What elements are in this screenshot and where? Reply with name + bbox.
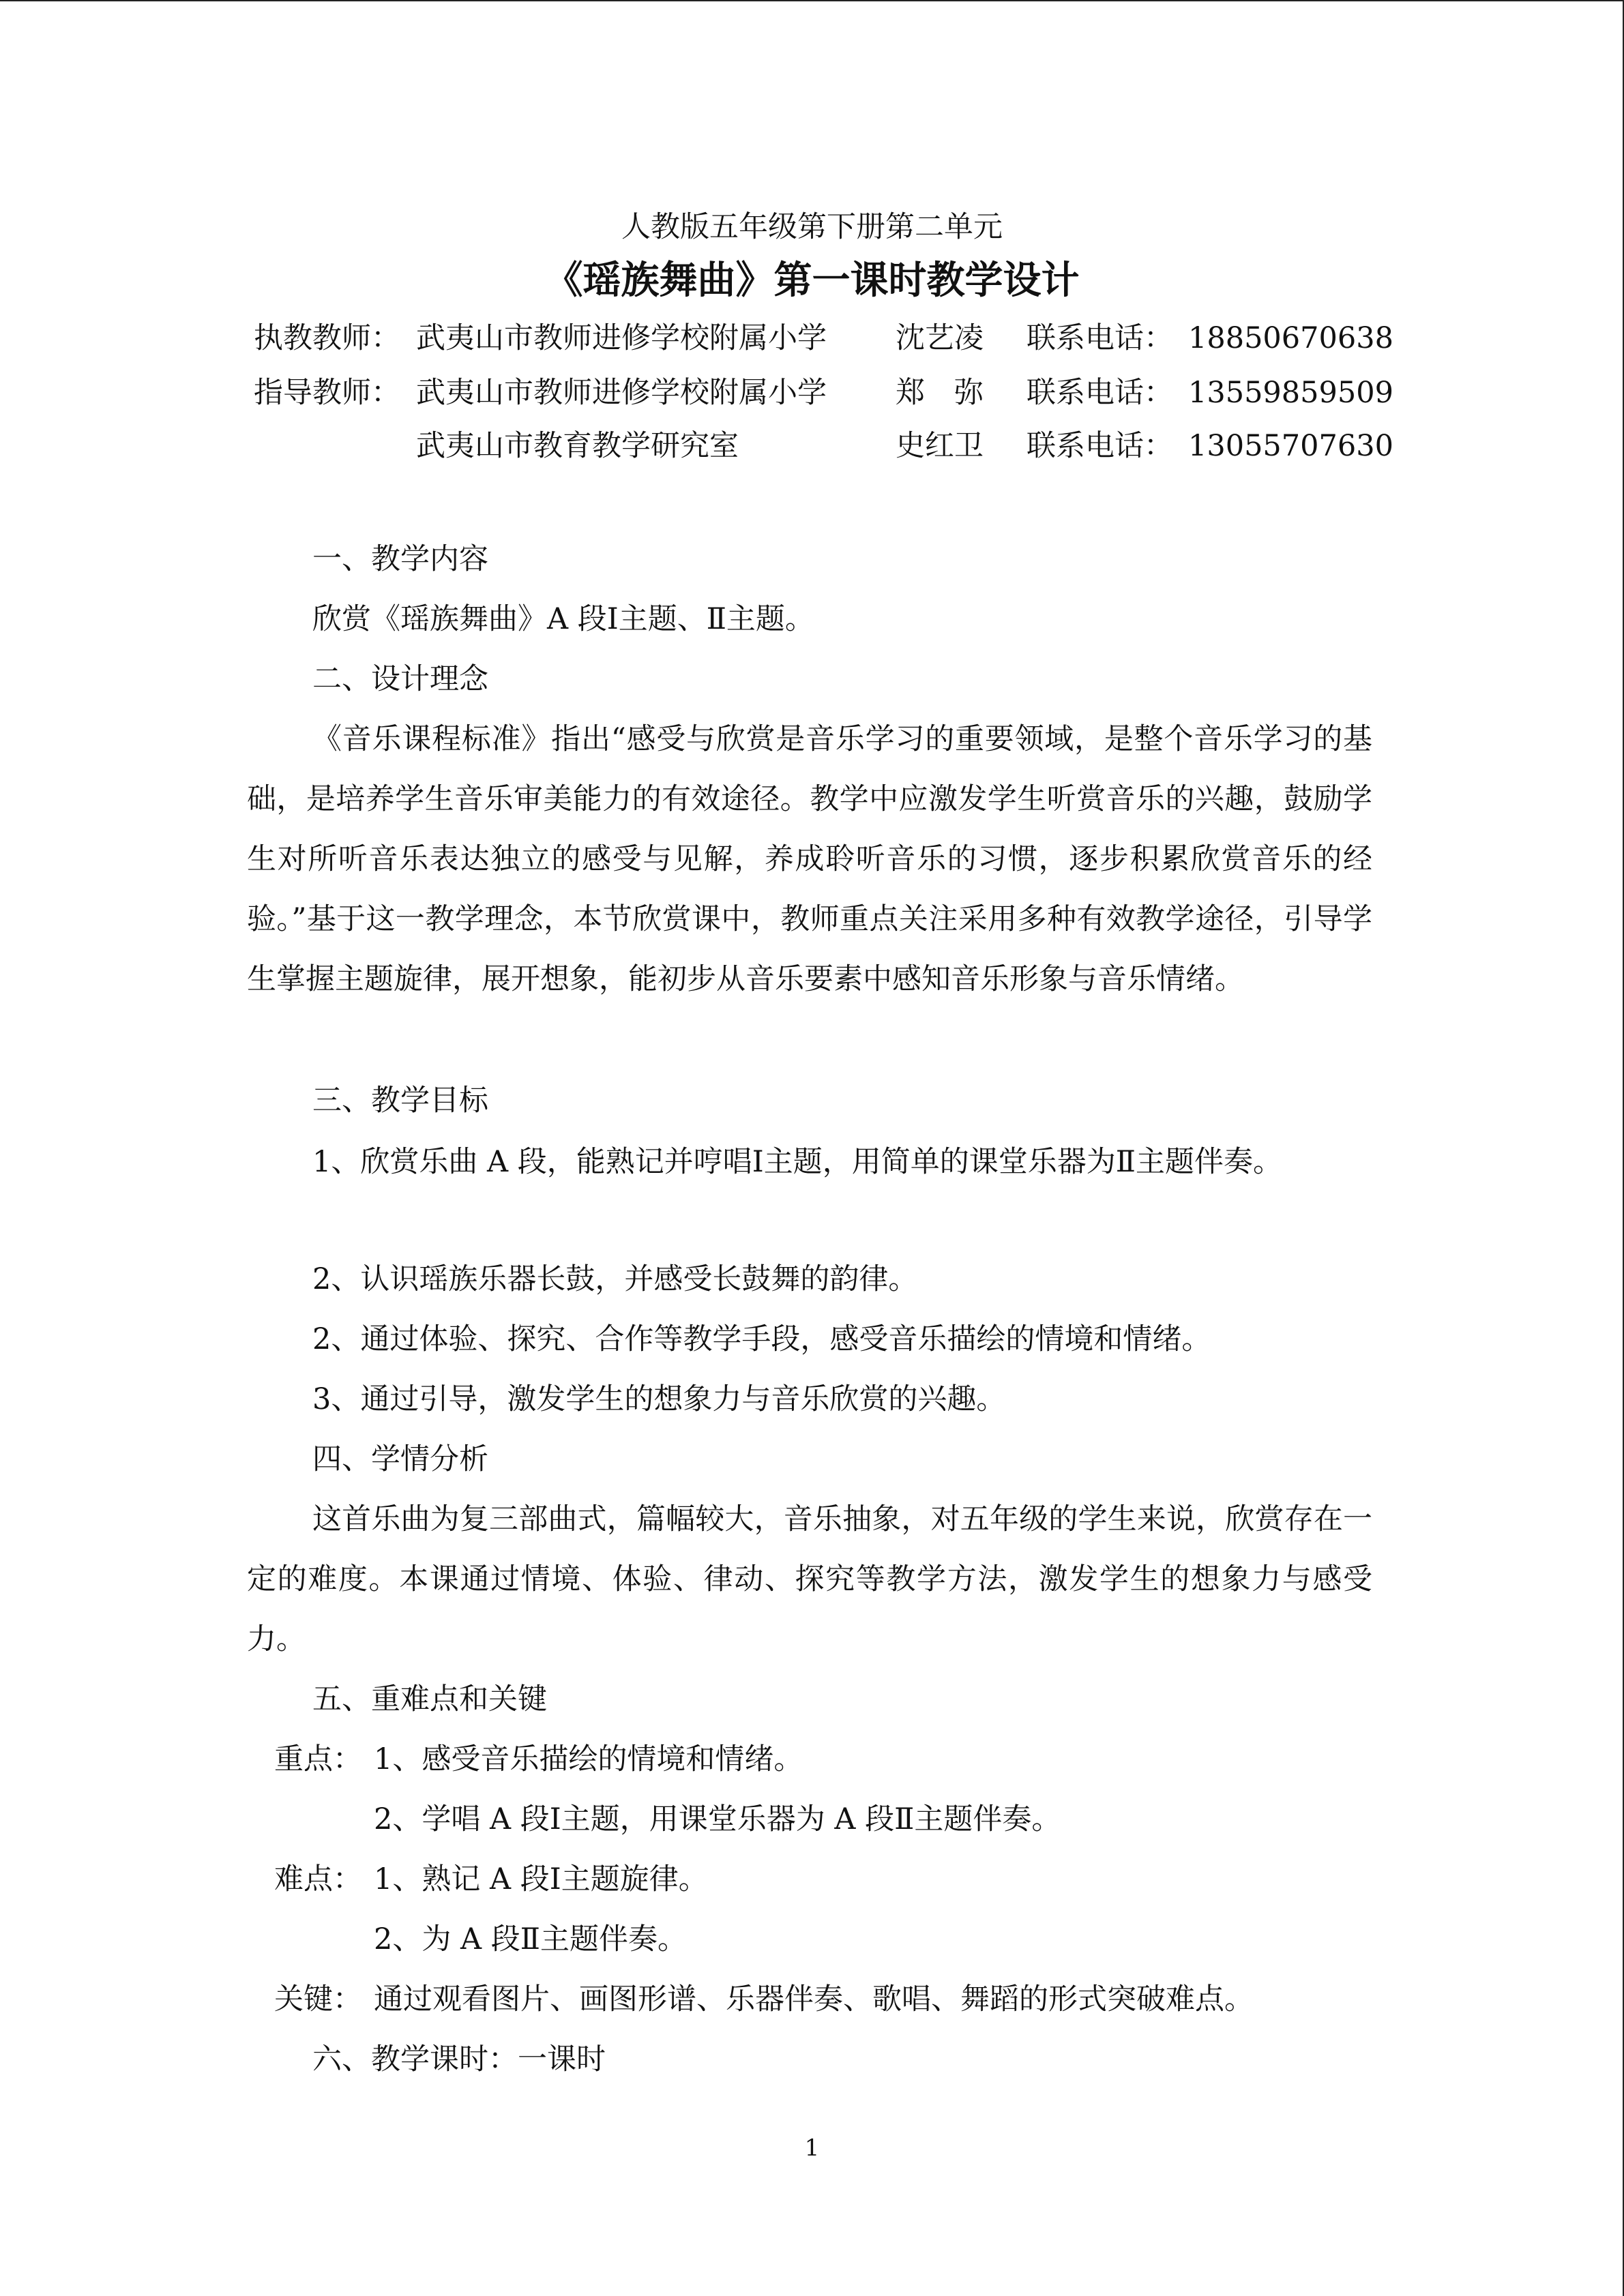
staff-name: 史红卫 xyxy=(896,429,984,463)
section-heading-keypoints: 五、重难点和关键 xyxy=(312,1682,547,1716)
staff-name: 郑 弥 xyxy=(896,376,984,410)
staff-phone-label: 联系电话： xyxy=(1027,321,1173,355)
goal-item-2: 2、认识瑶族乐器长鼓，并感受长鼓舞的韵律。 xyxy=(312,1262,918,1296)
difficulty-2: 2、为 A 段Ⅱ主题伴奏。 xyxy=(374,1922,687,1956)
key-text: 通过观看图片、画图形谱、乐器伴奏、歌唱、舞蹈的形式突破难点。 xyxy=(374,1982,1254,2016)
staff-phone: 18850670638 xyxy=(1188,321,1393,355)
goal-item-1: 1、欣赏乐曲 A 段，能熟记并哼唱Ⅰ主题，用简单的课堂乐器为Ⅱ主题伴奏。 xyxy=(312,1145,1282,1179)
section-text-content: 欣赏《瑶族舞曲》A 段Ⅰ主题、Ⅱ主题。 xyxy=(312,602,814,636)
difficulty-label: 难点： xyxy=(274,1862,362,1896)
staff-row-teacher xyxy=(0,318,1624,359)
key-label: 关键： xyxy=(274,1982,362,2016)
staff-row-mentor xyxy=(0,372,1624,413)
staff-school: 武夷山市教师进修学校附属小学 xyxy=(416,321,827,355)
difficulty-1: 1、熟记 A 段Ⅰ主题旋律。 xyxy=(374,1862,708,1896)
section-heading-content: 一、教学内容 xyxy=(312,542,488,576)
section-heading-goals: 三、教学目标 xyxy=(312,1084,488,1118)
staff-name: 沈艺凌 xyxy=(896,321,984,355)
staff-phone: 13055707630 xyxy=(1188,429,1393,463)
goal-item-4: 3、通过引导，激发学生的想象力与音乐欣赏的兴趣。 xyxy=(312,1382,1006,1416)
staff-role: 执教教师： xyxy=(254,321,400,355)
paragraph-analysis: 这首乐曲为复三部曲式，篇幅较大，音乐抽象，对五年级的学生来说，欣赏存在一定的难度。本课通过情境、体验、律动、探究等教学方法，激发学生的想象力与感受力。 xyxy=(247,1502,1372,1656)
key-point-1: 1、感受音乐描绘的情境和情绪。 xyxy=(374,1742,803,1776)
document-subtitle: 人教版五年级第下册第二单元 xyxy=(621,210,1003,244)
staff-school: 武夷山市教师进修学校附属小学 xyxy=(416,376,827,410)
section-heading-lessons: 六、教学课时：一课时 xyxy=(312,2042,606,2076)
document-title: 《瑶族舞曲》第一课时教学设计 xyxy=(544,258,1080,303)
staff-role: 指导教师： xyxy=(254,376,400,410)
staff-school: 武夷山市教育教学研究室 xyxy=(416,429,739,463)
goal-item-3: 2、通过体验、探究、合作等教学手段，感受音乐描绘的情境和情绪。 xyxy=(312,1322,1211,1356)
staff-phone-label: 联系电话： xyxy=(1027,429,1173,463)
section-heading-analysis: 四、学情分析 xyxy=(312,1442,488,1476)
section-heading-philosophy: 二、设计理念 xyxy=(312,662,488,696)
key-points-label: 重点： xyxy=(274,1742,362,1776)
key-point-2: 2、学唱 A 段Ⅰ主题，用课堂乐器为 A 段Ⅱ主题伴奏。 xyxy=(374,1802,1061,1836)
paragraph-philosophy: 《音乐课程标准》指出“感受与欣赏是音乐学习的重要领域，是整个音乐学习的基础，是培养学生音乐审美能力的有效途径。教学中应激发学生听赏音乐的兴趣，鼓励学生对所听音乐表达独立的感受与见解，养成聆听音乐的习惯，逐步积累欣赏音乐的经验。”基于这一教学理念，本节欣赏课中，教师重点关注采用多种有效教学途径，引导学生掌握主题旋律，展开想象，能初步从音乐要素中感知音乐形象与音乐情绪。 xyxy=(247,722,1372,996)
staff-phone-label: 联系电话： xyxy=(1027,376,1173,410)
staff-phone: 13559859509 xyxy=(1188,376,1393,410)
staff-row-research xyxy=(0,426,1624,466)
page-number: 1 xyxy=(804,2134,820,2162)
